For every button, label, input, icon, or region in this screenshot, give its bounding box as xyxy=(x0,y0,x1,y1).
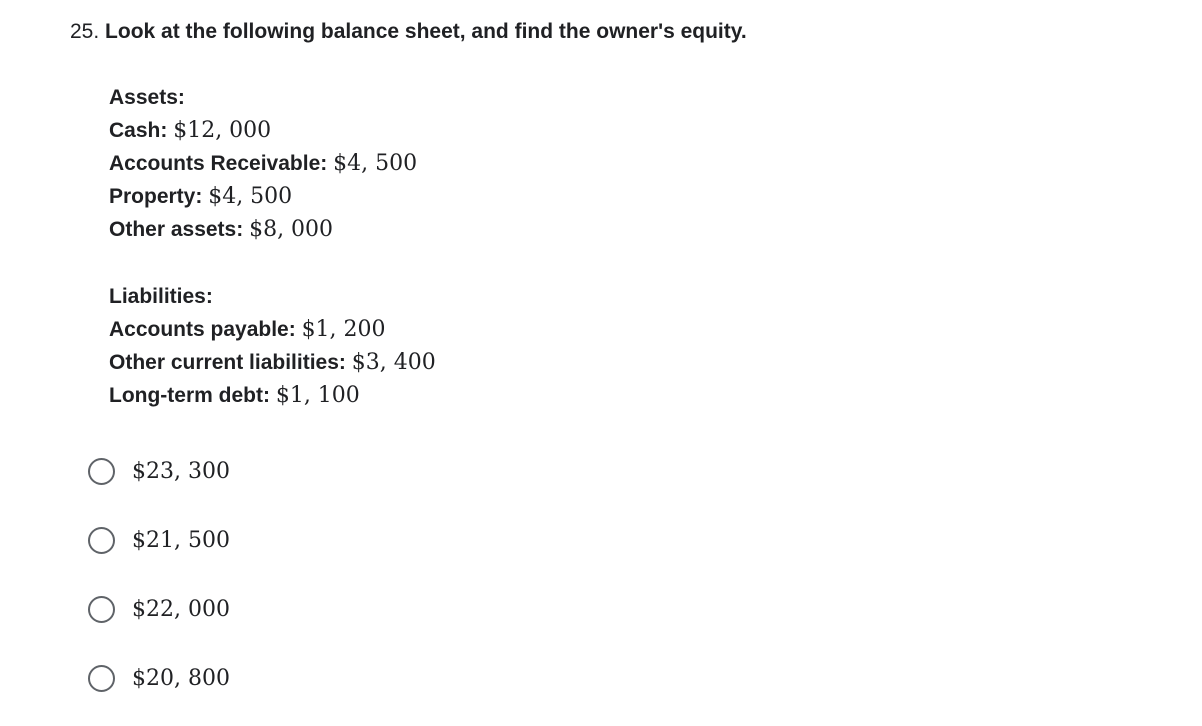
question-text xyxy=(70,18,747,46)
liabilities-section xyxy=(109,280,436,412)
liability-row-other-current xyxy=(109,346,436,379)
assets-heading: Assets: xyxy=(109,86,185,109)
liability-label: Accounts payable: xyxy=(109,318,296,341)
answer-options xyxy=(88,437,230,713)
answer-option-1[interactable] xyxy=(88,437,230,506)
answer-option-label[interactable]: $20, 800 xyxy=(132,666,230,691)
asset-row-accounts-receivable xyxy=(109,147,417,180)
asset-label: Accounts Receivable: xyxy=(109,152,328,175)
answer-option-4[interactable] xyxy=(88,644,230,713)
radio-button[interactable] xyxy=(88,527,115,554)
radio-button[interactable] xyxy=(88,596,115,623)
asset-label: Other assets: xyxy=(109,218,244,241)
asset-label: Property: xyxy=(109,185,203,208)
liability-row-long-term-debt xyxy=(109,379,436,412)
question-number: 25. xyxy=(70,20,100,43)
assets-section xyxy=(109,81,417,246)
radio-button[interactable] xyxy=(88,665,115,692)
asset-row-other-assets xyxy=(109,213,417,246)
asset-value: $12, 000 xyxy=(173,118,272,143)
asset-value: $4, 500 xyxy=(208,184,293,209)
radio-button[interactable] xyxy=(88,458,115,485)
liabilities-heading: Liabilities: xyxy=(109,285,213,308)
answer-option-label[interactable]: $22, 000 xyxy=(132,597,230,622)
liability-value: $1, 100 xyxy=(275,383,360,408)
asset-row-cash xyxy=(109,114,417,147)
asset-value: $8, 000 xyxy=(249,217,334,242)
asset-value: $4, 500 xyxy=(333,151,418,176)
liability-value: $3, 400 xyxy=(351,350,436,375)
answer-option-2[interactable] xyxy=(88,506,230,575)
answer-option-3[interactable] xyxy=(88,575,230,644)
liability-value: $1, 200 xyxy=(301,317,386,342)
asset-label: Cash: xyxy=(109,119,168,142)
question-prompt: Look at the following balance sheet, and find the owner's equity. xyxy=(105,20,747,43)
liability-row-accounts-payable xyxy=(109,313,436,346)
answer-option-label[interactable]: $21, 500 xyxy=(132,528,230,553)
asset-row-property xyxy=(109,180,417,213)
answer-option-label[interactable]: $23, 300 xyxy=(132,459,230,484)
liability-label: Long-term debt: xyxy=(109,384,270,407)
liability-label: Other current liabilities: xyxy=(109,351,346,374)
